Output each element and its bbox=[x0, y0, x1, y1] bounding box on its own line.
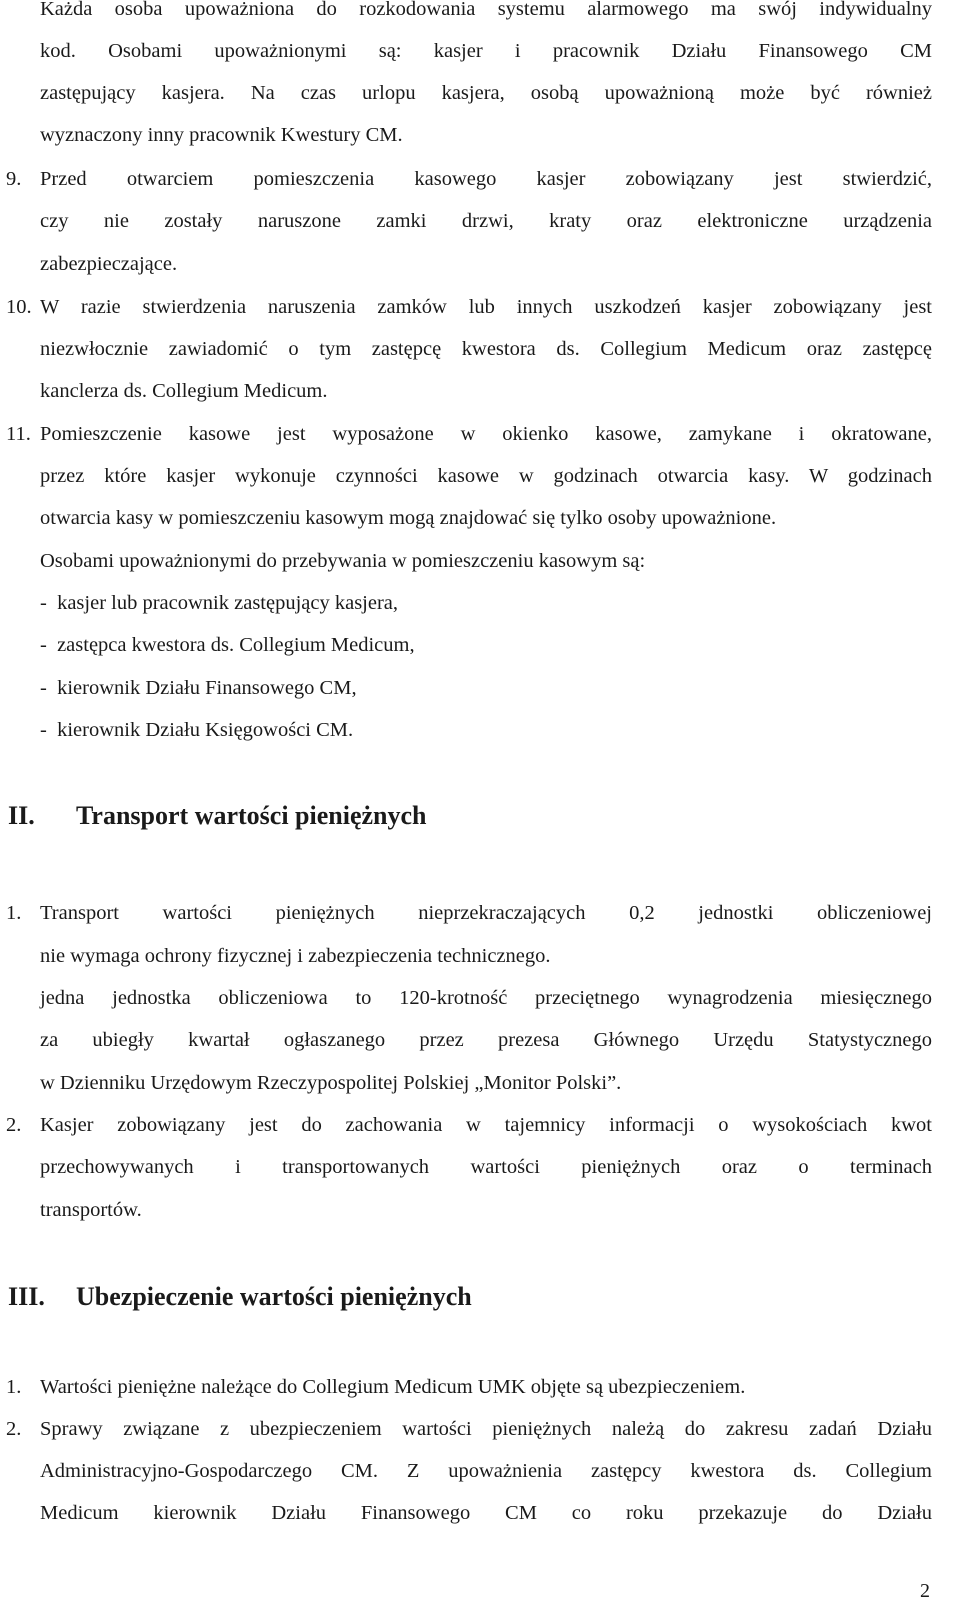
item-9-number: 9. bbox=[6, 168, 22, 190]
section-3-item-2-line-2: Administracyjno-Gospodarczego CM. Z upoważnienia zastępcy kwestora ds. Collegium bbox=[40, 1460, 932, 1482]
section-2-item-2-line-3: transportów. bbox=[40, 1199, 142, 1221]
section-3-item-1-number: 1. bbox=[6, 1376, 22, 1398]
section-3-item-2-line-3: Medicum kierownik Działu Finansowego CM co roku przekazuje do Działu bbox=[40, 1502, 932, 1524]
item-11-line-3: otwarcia kasy w pomieszczeniu kasowym mogą znajdować się tylko osoby upoważnione. bbox=[40, 507, 777, 529]
section-2-item-1-line-1: Transport wartości pieniężnych nieprzekraczających 0,2 jednostki obliczeniowej bbox=[40, 902, 932, 924]
section-3-numeral: III. bbox=[8, 1282, 45, 1311]
section-2-item-1-line-3: jedna jednostka obliczeniowa to 120-krotność przeciętnego wynagrodzenia miesięcznego bbox=[40, 987, 932, 1009]
item-11-line-1: Pomieszczenie kasowe jest wyposażone w okienko kasowe, zamykane i okratowane, bbox=[40, 423, 932, 445]
item-9-line-3: zabezpieczające. bbox=[40, 253, 178, 275]
intro-line-3: zastępujący kasjera. Na czas urlopu kasjera, osobą upoważnioną może być również bbox=[40, 82, 932, 104]
intro-line-4: wyznaczony inny pracownik Kwestury CM. bbox=[40, 124, 403, 146]
item-11-bullet-2: - zastępca kwestora ds. Collegium Medicum, bbox=[40, 634, 415, 656]
item-11-line-2: przez które kasjer wykonuje czynności kasowe w godzinach otwarcia kasy. W godzinach bbox=[40, 465, 932, 487]
item-11-bullet-3: - kierownik Działu Finansowego CM, bbox=[40, 677, 357, 699]
page-number: 2 bbox=[920, 1580, 930, 1602]
item-11-bullet-4: - kierownik Działu Księgowości CM. bbox=[40, 719, 354, 741]
section-3-title: Ubezpieczenie wartości pieniężnych bbox=[76, 1282, 472, 1311]
section-3-item-2-line-1: Sprawy związane z ubezpieczeniem wartości pieniężnych należą do zakresu zadań Działu bbox=[40, 1418, 932, 1440]
intro-line-2: kod. Osobami upoważnionymi są: kasjer i pracownik Działu Finansowego CM bbox=[40, 40, 932, 62]
intro-line-1: Każda osoba upoważniona do rozkodowania systemu alarmowego ma swój indywidualny bbox=[40, 0, 932, 20]
section-2-item-2-line-2: przechowywanych i transportowanych wartości pieniężnych oraz o terminach bbox=[40, 1156, 932, 1178]
item-10-line-2: niezwłocznie zawiadomić o tym zastępcę kwestora ds. Collegium Medicum oraz zastępcę bbox=[40, 338, 932, 360]
section-3-item-1-line-1: Wartości pieniężne należące do Collegium Medicum UMK objęte są ubezpieczeniem. bbox=[40, 1376, 746, 1398]
section-2-numeral: II. bbox=[8, 801, 35, 830]
item-10-number: 10. bbox=[6, 296, 32, 318]
item-11-bullet-1: - kasjer lub pracownik zastępujący kasjera, bbox=[40, 592, 399, 614]
item-11-line-4: Osobami upoważnionymi do przebywania w pomieszczeniu kasowym są: bbox=[40, 550, 646, 572]
item-9-line-2: czy nie zostały naruszone zamki drzwi, kraty oraz elektroniczne urządzenia bbox=[40, 210, 932, 232]
section-3-item-2-number: 2. bbox=[6, 1418, 22, 1440]
item-10-line-1: W razie stwierdzenia naruszenia zamków lub innych uszkodzeń kasjer zobowiązany jest bbox=[40, 296, 932, 318]
section-2-title: Transport wartości pieniężnych bbox=[76, 801, 427, 830]
section-2-item-1-number: 1. bbox=[6, 902, 22, 924]
section-2-item-1-line-4: za ubiegły kwartał ogłaszanego przez prezesa Głównego Urzędu Statystycznego bbox=[40, 1029, 932, 1051]
item-11-number: 11. bbox=[6, 423, 31, 445]
section-2-item-2-line-1: Kasjer zobowiązany jest do zachowania w tajemnicy informacji o wysokościach kwot bbox=[40, 1114, 932, 1136]
section-2-item-2-number: 2. bbox=[6, 1114, 22, 1136]
section-2-item-1-line-5: w Dzienniku Urzędowym Rzeczypospolitej Polskiej „Monitor Polski”. bbox=[40, 1072, 622, 1094]
section-2-item-1-line-2: nie wymaga ochrony fizycznej i zabezpieczenia technicznego. bbox=[40, 945, 551, 967]
item-9-line-1: Przed otwarciem pomieszczenia kasowego kasjer zobowiązany jest stwierdzić, bbox=[40, 168, 932, 190]
item-10-line-3: kanclerza ds. Collegium Medicum. bbox=[40, 380, 328, 402]
